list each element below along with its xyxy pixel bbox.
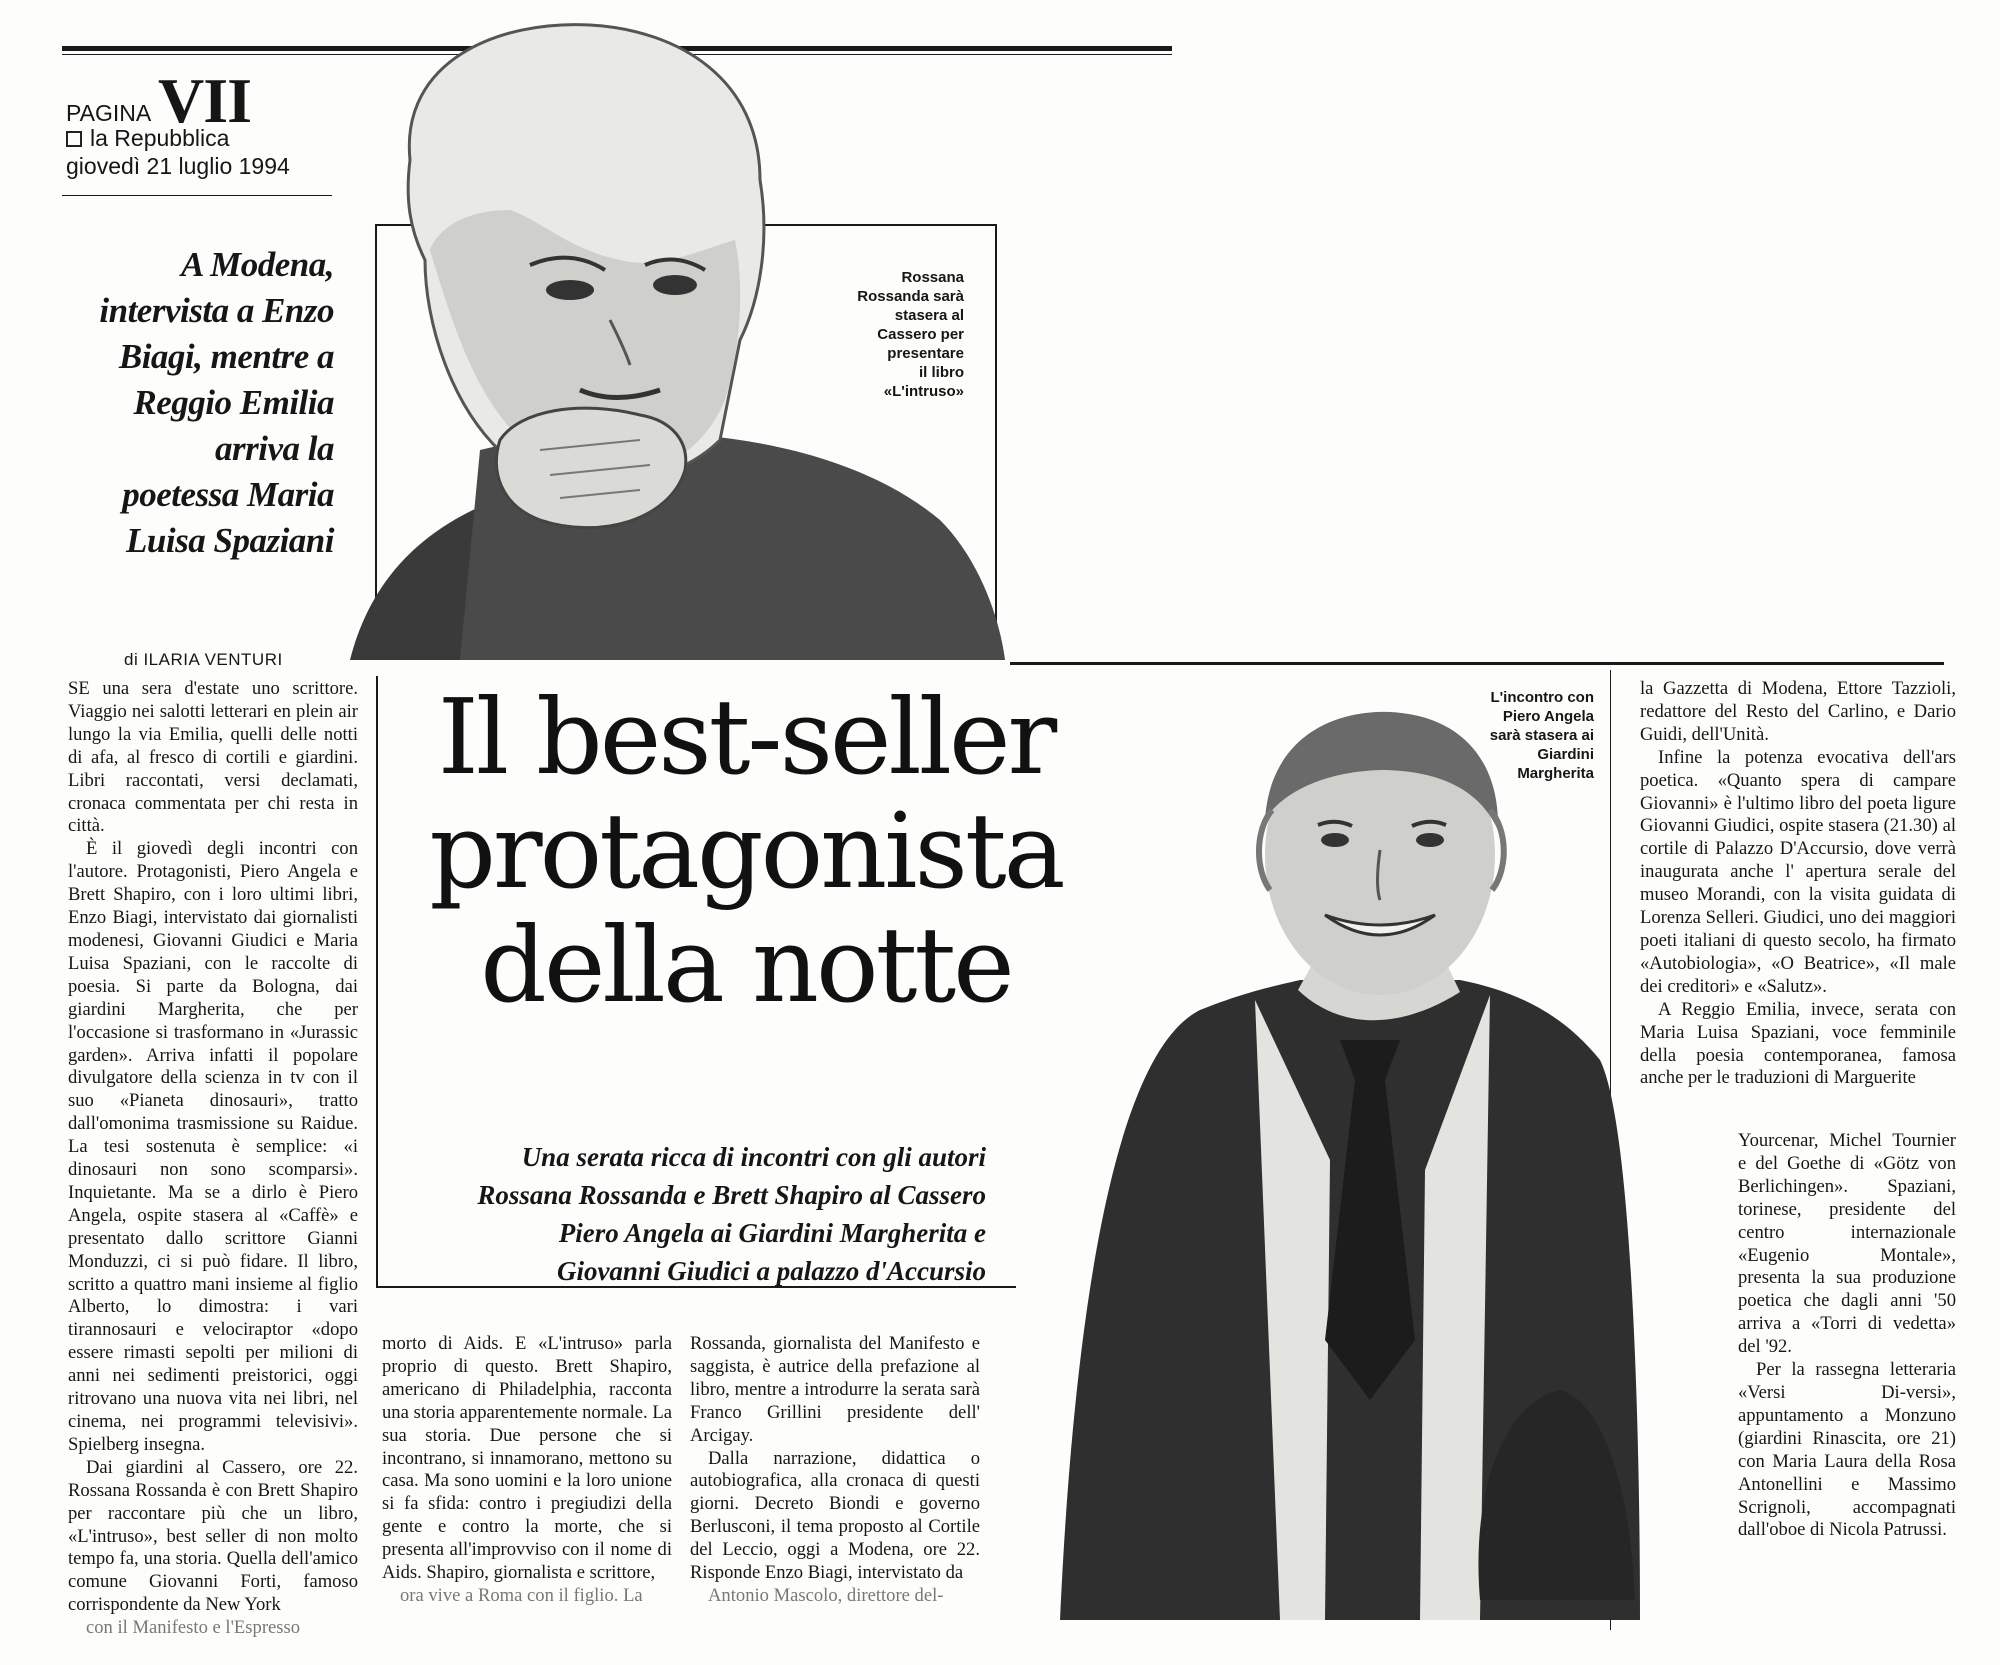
caption-line: presentare: [887, 345, 964, 362]
caption-line: Piero Angela: [1502, 708, 1594, 725]
caption-line: Rossanda sarà: [857, 288, 964, 305]
dek-line: Piero Angela ai Giardini Margherita e: [558, 1218, 986, 1248]
paragraph: È il giovedì degli incontri con l'autore. Protagonisti, Piero Angela e Brett Shapiro, con i loro ultimi libri, Enzo Biagi, intervistato dai giornalisti modenesi, Giovanni Giudici e Maria Luisa Spaziani, con le raccolte di poesia. Si parte da Bologna, dai giardini Margherita, che per l'occasione si trasformano in «Jurassic garden». Arriva infatti il popolare divulgatore della scienza in tv con il suo «Pianeta dinosauri», tratto dall'omonima trasmissione su Raidue. La tesi sostenuta è semplice: «i dinosauri non sono scomparsi». Inquietante. Ma se a dirlo è Piero Angela, ospite stasera al «Caffè» e presentato dallo scrittore Gianni Monduzzi, ci si può fidare. Il libro, scritto a quattro mani insieme al figlio Alberto, lo dimostra: i vari tirannosauri e velociraptor «dopo essere rimasti sepolti per milioni di anni nei sedimenti preistorici, oggi ritrovano una nuova vita nei libri, nel cinema, nei programmi televisivi». Spielberg insegna.: [68, 838, 358, 1455]
kicker-line: arriva la: [215, 429, 334, 468]
headline-frame-left: [376, 676, 378, 1286]
caption-rossanda: [818, 268, 964, 401]
paragraph: la Gazzetta di Modena, Ettore Tazzioli, redattore del Resto del Carlino, e Dario Guidi, dell'Unità.: [1640, 678, 1956, 745]
headline: [386, 676, 1106, 1026]
article-column-1: [68, 678, 358, 1640]
subheadline: [386, 1138, 986, 1290]
square-bullet-icon: [66, 131, 82, 147]
paragraph: Per la rassegna letteraria «Versi Di-versi», appuntamento a Monzuno (giardini Rinascita, ore 21) con Maria Laura della Rosa Antonellini e Massimo Scrignoli, accompagnati dall'oboe di Nicola Patrussi.: [1738, 1359, 1956, 1541]
caption-line: il libro: [919, 364, 964, 381]
caption-line: L'incontro con: [1490, 689, 1594, 706]
section-rule: [1010, 662, 1944, 665]
article-column-2: [382, 1333, 672, 1608]
paragraph-cut-off: Antonio Mascolo, direttore del-: [708, 1584, 944, 1606]
kicker-line: intervista a Enzo: [99, 291, 334, 330]
byline: di ILARIA VENTURI: [124, 650, 283, 669]
paragraph: Yourcenar, Michel Tournier e del Goethe di «Götz von Berlichingen». Spaziani, torinese, presidente del centro internazionale «Eugenio Montale», presenta la sua produzione poetica che dagli anni '50 arriva a «Torri di vedetta» del '92.: [1738, 1130, 1956, 1358]
paragraph: Infine la potenza evocativa dell'ars poetica. «Quanto spera di campare Giovanni» è l'ultimo libro del poeta ligure Giovanni Giudici, ospite stasera (21.30) al cortile di Palazzo D'Accursio, dove verrà inaugurata anche l' apertura serale del museo Morandi, con la visita guidata di Lorenza Selleri. Giudici, uno dei maggiori poeti italiani di questo secolo, ha firmato «Autobiologia», «O Beatrice», «Il male dei creditori» e «Salutz».: [1640, 746, 1956, 997]
photo-piero-angela: [1040, 700, 1640, 1620]
headline-line: della notte: [480, 904, 1012, 1026]
paragraph: A Reggio Emilia, invece, serata con Maria Luisa Spaziani, voce femminile della poesia contemporanea, famosa anche per le traduzioni di Marguerite: [1640, 998, 1956, 1089]
page-number: VII: [158, 65, 252, 136]
caption-line: «L'intruso»: [883, 383, 964, 400]
caption-line: sarà stasera ai: [1489, 727, 1594, 744]
caption-line: Margherita: [1517, 765, 1594, 782]
photo-rossana-rossanda: [340, 20, 1170, 660]
article-column-3: [690, 1333, 980, 1608]
kicker-line: A Modena,: [180, 245, 334, 284]
headline-line: protagonista: [429, 790, 1063, 912]
dek-line: Giovanni Giudici a palazzo d'Accursio: [556, 1256, 986, 1286]
caption-angela: [1450, 688, 1594, 783]
paragraph: SE una sera d'estate uno scrittore. Viaggio nei salotti letterari en plein air lungo la via Emilia, quelli delle notti di afa, al fresco di cortili e giardini. Libri raccontati, versi declamati, cronaca commentata per chi resta in città.: [68, 678, 358, 837]
caption-line: Cassero per: [877, 326, 964, 343]
caption-line: Giardini: [1537, 746, 1594, 763]
kicker-line: Reggio Emilia: [133, 383, 334, 422]
kicker-line: Biagi, mentre a: [118, 337, 334, 376]
kicker-summary: [60, 242, 334, 564]
paragraph-cut-off: ora vive a Roma con il figlio. La: [400, 1584, 643, 1606]
paragraph: Rossanda, giornalista del Manifesto e saggista, è autrice della prefazione al libro, mentre a introdurre la serata sarà Franco Grillini presidente dell' Arcigay.: [690, 1333, 980, 1446]
issue-date: giovedì 21 luglio 1994: [66, 153, 290, 179]
dek-line: Una serata ricca di incontri con gli autori: [521, 1142, 986, 1172]
dek-line: Rossana Rossanda e Brett Shapiro al Cassero: [477, 1180, 986, 1210]
paragraph-cut-off: con il Manifesto e l'Espresso: [86, 1617, 301, 1639]
article-column-4-top: [1640, 678, 1956, 1090]
page-label: PAGINA: [66, 100, 152, 126]
caption-line: stasera al: [894, 307, 964, 324]
headline-line: Il best-seller: [437, 676, 1055, 798]
caption-line: Rossana: [901, 269, 964, 286]
paragraph: Dalla narrazione, didattica o autobiografica, alla cronaca di questi giorni. Decreto Biondi e governo Berlusconi, il tema proposto al Cortile del Leccio, oggi a Modena, ore 22. Risponde Enzo Biagi, intervistato da: [690, 1447, 980, 1584]
kicker-line: Luisa Spaziani: [126, 521, 334, 560]
newspaper-name: la Repubblica: [90, 125, 230, 151]
article-column-4-bottom: [1738, 1130, 1956, 1542]
paragraph: Dai giardini al Cassero, ore 22. Rossana Rossanda è con Brett Shapiro per raccontare più che un libro, «L'intruso», best seller di non molto tempo fa, una storia. Quella dell'amico comune Giovanni Forti, famoso corrispondente da New York: [68, 1456, 358, 1616]
paragraph: morto di Aids. E «L'intruso» parla proprio di questo. Brett Shapiro, americano di Philadelphia, racconta una storia apparentemente normale. La sua storia. Due persone che si incontrano, si innamorano, mettono su casa. Ma sono uomini e la loro unione si fa sfida: contro i pregiudizi della gente e contro la morte, che si presenta all'improvviso con il nome di Aids. Shapiro, giornalista e scrittore,: [382, 1333, 672, 1584]
header-rule: [62, 195, 332, 196]
kicker-line: poetessa Maria: [122, 475, 334, 514]
